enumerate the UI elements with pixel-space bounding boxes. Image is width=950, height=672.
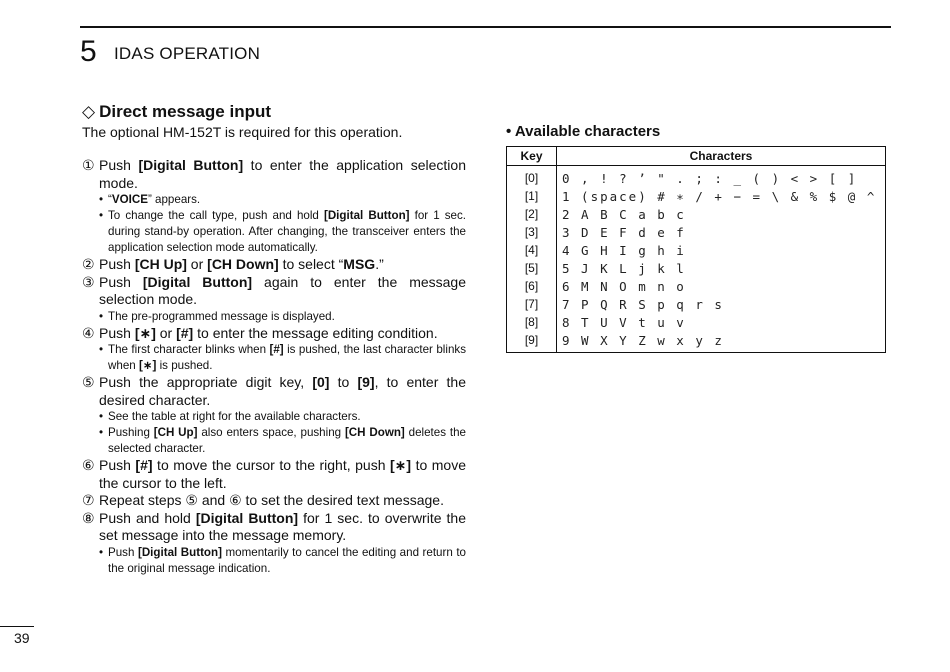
key-label: [#] bbox=[135, 457, 153, 473]
table-row bbox=[507, 241, 886, 259]
text-run: deletes the selected character. bbox=[108, 426, 466, 455]
key-label: [CH Up] bbox=[153, 426, 198, 439]
step-item bbox=[82, 510, 466, 545]
diamond-icon: ◇ bbox=[82, 102, 96, 121]
text-run: Push bbox=[99, 256, 135, 272]
key-cell: [9] bbox=[507, 331, 557, 353]
step-item bbox=[82, 157, 466, 192]
key-label: MSG bbox=[343, 256, 376, 272]
step-text bbox=[99, 510, 466, 545]
section-title-text: Direct message input bbox=[99, 102, 272, 121]
step-note bbox=[82, 425, 466, 457]
step-note-text bbox=[108, 545, 466, 577]
key-cell: [4] bbox=[507, 241, 557, 259]
text-run: momentarily to cancel the editing and return to the original message indication. bbox=[108, 545, 466, 575]
key-label: [∗] bbox=[138, 359, 157, 372]
step-item bbox=[82, 374, 466, 409]
step-note bbox=[82, 208, 466, 256]
text-run: Push bbox=[99, 273, 143, 290]
text-run: to enter the application selection mode. bbox=[99, 157, 466, 191]
characters-cell: 4 G H I g h i bbox=[557, 241, 886, 259]
step-number: ⑤ bbox=[82, 374, 95, 390]
step-text bbox=[99, 256, 466, 274]
text-run: “ bbox=[108, 193, 112, 206]
step-text bbox=[99, 457, 466, 492]
step-number: ③ bbox=[82, 273, 95, 290]
step-number: ⑦ bbox=[82, 492, 95, 508]
text-run: Push and hold bbox=[99, 509, 196, 526]
key-cell: [8] bbox=[507, 313, 557, 331]
text-run: .” bbox=[375, 256, 384, 272]
key-label: [Digital Button] bbox=[195, 509, 299, 526]
text-run: to move the cursor to the right, push bbox=[152, 457, 390, 473]
step-note-text bbox=[108, 425, 466, 457]
step-number: ④ bbox=[82, 324, 95, 341]
text-run: Push bbox=[108, 545, 138, 559]
key-label: [Digital Button] bbox=[137, 545, 222, 559]
step-item bbox=[82, 325, 466, 343]
characters-cell: 0 , ! ? ’ " . ; : _ ( ) < > [ ] bbox=[557, 166, 886, 188]
key-cell: [0] bbox=[507, 166, 557, 188]
key-label: [∗] bbox=[134, 324, 156, 341]
key-label: [CH Up] bbox=[134, 256, 187, 272]
step-text bbox=[99, 492, 466, 510]
text-run: The first character blinks when bbox=[108, 343, 270, 356]
bullet-dot: • bbox=[99, 545, 104, 559]
text-run: to select “ bbox=[278, 256, 344, 272]
characters-cell: 5 J K L j k l bbox=[557, 259, 886, 277]
text-run: is pushed. bbox=[156, 359, 213, 372]
steps-list bbox=[82, 157, 466, 577]
text-run: Push bbox=[99, 324, 135, 341]
instructions-column bbox=[82, 101, 466, 577]
key-cell: [5] bbox=[507, 259, 557, 277]
characters-column bbox=[506, 122, 887, 353]
step-note bbox=[82, 545, 466, 577]
step-note bbox=[82, 342, 466, 374]
table-row bbox=[507, 295, 886, 313]
text-run: ” appears. bbox=[147, 193, 201, 206]
characters-cell: 3 D E F d e f bbox=[557, 223, 886, 241]
characters-table bbox=[506, 146, 886, 353]
key-label: [CH Down] bbox=[344, 426, 405, 439]
text-run: also enters space, pushing bbox=[197, 426, 345, 439]
section-intro: The optional HM-152T is required for this operation. bbox=[82, 124, 403, 140]
step-text bbox=[99, 274, 466, 309]
page-number-rule bbox=[0, 626, 34, 627]
section-title bbox=[82, 101, 466, 123]
text-run: To change the call type, push and hold bbox=[108, 209, 324, 222]
text-run: Push the appropriate digit key, bbox=[99, 374, 313, 390]
chapter-number: 5 bbox=[80, 35, 97, 68]
step-note bbox=[82, 309, 466, 325]
text-run: is pushed, the last character blinks when bbox=[108, 343, 466, 372]
key-label: VOICE bbox=[111, 193, 148, 206]
key-label: [∗] bbox=[390, 457, 412, 473]
step-text bbox=[99, 325, 466, 343]
text-run: to enter the message editing condition. bbox=[193, 324, 438, 341]
step-text bbox=[99, 157, 466, 192]
characters-cell: 2 A B C a b c bbox=[557, 205, 886, 223]
key-label: [#] bbox=[269, 343, 284, 356]
page-number: 39 bbox=[14, 630, 30, 646]
key-label: [9] bbox=[357, 374, 375, 390]
characters-cell: 9 W X Y Z w x y z bbox=[557, 331, 886, 353]
step-note bbox=[82, 409, 466, 425]
characters-cell: 6 M N O m n o bbox=[557, 277, 886, 295]
text-run: Pushing bbox=[108, 426, 154, 439]
key-cell: [6] bbox=[507, 277, 557, 295]
step-number: ⑧ bbox=[82, 509, 95, 526]
text-run: or bbox=[186, 256, 208, 272]
step-number: ⑥ bbox=[82, 457, 95, 473]
step-note-text bbox=[108, 409, 466, 425]
table-row bbox=[507, 166, 886, 188]
text-run: to move the cursor to the left. bbox=[99, 457, 466, 491]
key-cell: [3] bbox=[507, 223, 557, 241]
key-label: [0] bbox=[312, 374, 330, 390]
step-number: ② bbox=[82, 256, 95, 272]
characters-cell: 7 P Q R S p q r s bbox=[557, 295, 886, 313]
step-note-text bbox=[108, 342, 466, 374]
text-run: for 1 sec. during stand-by operation. After changing, the transceiver enters the application selection mode automatically. bbox=[108, 209, 467, 254]
text-run: Repeat steps ⑤ and ⑥ to set the desired text message. bbox=[99, 492, 444, 508]
bullet-dot: • bbox=[99, 209, 104, 222]
step-item bbox=[82, 256, 466, 274]
text-run: Push bbox=[99, 157, 139, 173]
available-characters-title: • Available characters bbox=[506, 123, 661, 140]
bullet-dot: • bbox=[99, 193, 104, 206]
table-row bbox=[507, 259, 886, 277]
key-label: [CH Down] bbox=[207, 256, 279, 272]
key-column-header: Key bbox=[507, 147, 557, 166]
text-run: , to enter the desired character. bbox=[99, 374, 466, 408]
table-header-row bbox=[507, 147, 886, 166]
text-run: again to enter the message selection mode. bbox=[99, 273, 466, 307]
characters-cell: 8 T U V t u v bbox=[557, 313, 886, 331]
step-note-text bbox=[108, 309, 466, 325]
step-note-text bbox=[108, 208, 466, 256]
top-rule bbox=[80, 26, 891, 28]
step-item bbox=[82, 492, 466, 510]
key-label: [Digital Button] bbox=[142, 273, 253, 290]
characters-table-body bbox=[507, 166, 886, 353]
text-run: for 1 sec. to overwrite the set message into the message memory. bbox=[99, 509, 466, 543]
table-row bbox=[507, 331, 886, 353]
step-note-text bbox=[108, 192, 466, 208]
step-number: ① bbox=[82, 157, 95, 173]
step-note bbox=[82, 192, 466, 208]
bullet-dot: • bbox=[99, 426, 104, 439]
table-row bbox=[507, 223, 886, 241]
text-run: to bbox=[329, 374, 358, 390]
text-run: The pre-programmed message is displayed. bbox=[108, 309, 335, 323]
table-row bbox=[507, 187, 886, 205]
characters-column-header: Characters bbox=[557, 147, 886, 166]
bullet-dot: • bbox=[99, 309, 104, 323]
characters-cell: 1 (space) # ∗ / + − = \ & % $ @ ^ bbox=[557, 187, 886, 205]
key-cell: [2] bbox=[507, 205, 557, 223]
text-run: or bbox=[155, 324, 177, 341]
text-run: See the table at right for the available characters. bbox=[108, 410, 361, 423]
table-row bbox=[507, 277, 886, 295]
text-run: Push bbox=[99, 457, 136, 473]
chapter-title: IDAS OPERATION bbox=[114, 44, 261, 63]
key-label: [Digital Button] bbox=[138, 157, 244, 173]
table-row bbox=[507, 313, 886, 331]
step-text bbox=[99, 374, 466, 409]
step-item bbox=[82, 274, 466, 309]
key-cell: [7] bbox=[507, 295, 557, 313]
key-cell: [1] bbox=[507, 187, 557, 205]
key-label: [Digital Button] bbox=[323, 209, 410, 222]
step-item bbox=[82, 457, 466, 492]
table-row bbox=[507, 205, 886, 223]
bullet-dot: • bbox=[99, 343, 104, 356]
key-label: [#] bbox=[176, 324, 194, 341]
bullet-dot: • bbox=[99, 410, 104, 423]
